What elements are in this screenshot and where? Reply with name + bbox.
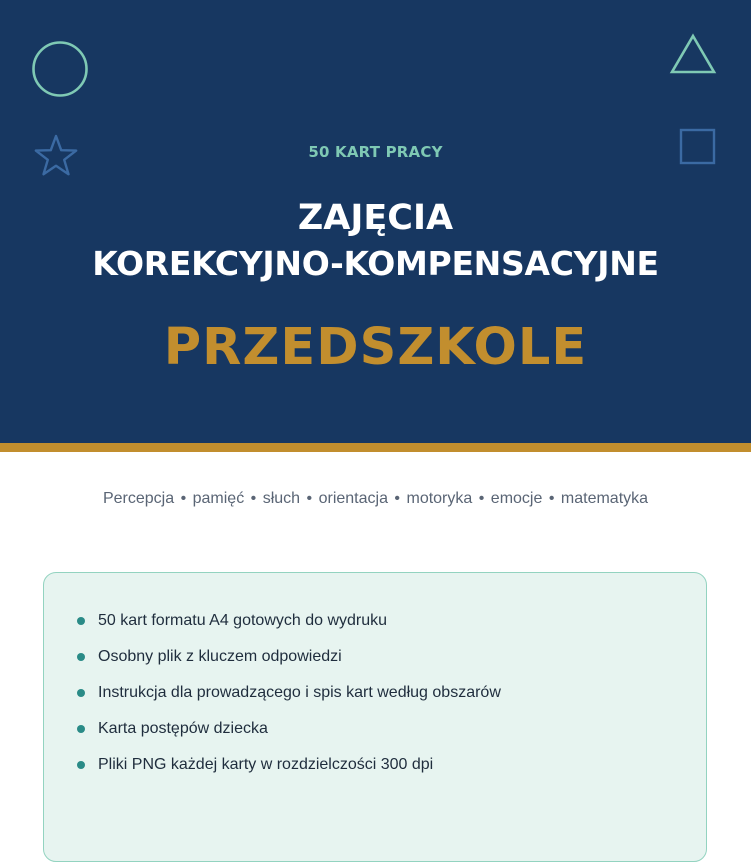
bullet-icon: [77, 761, 85, 769]
circle-icon: [31, 40, 89, 98]
bullet-icon: [77, 617, 85, 625]
feature-text: 50 kart formatu A4 gotowych do wydruku: [98, 612, 388, 629]
topic-separator: •: [548, 490, 555, 507]
title-line-2: KOREKCYJNO-KOMPENSACYJNE: [92, 244, 659, 283]
feature-text: Osobny plik z kluczem odpowiedzi: [98, 648, 342, 665]
eyebrow-label: 50 KART PRACY: [308, 143, 443, 161]
subtitle: PRZEDSZKOLE: [163, 318, 588, 377]
topic-item: orientacja: [318, 490, 388, 507]
list-item: [77, 647, 501, 683]
topic-item: emocje: [490, 490, 543, 507]
list-item: [77, 719, 501, 755]
topic-item: pamięć: [192, 490, 245, 507]
topic-separator: •: [478, 490, 485, 507]
feature-text: Pliki PNG każdej karty w rozdzielczości 300 dpi: [98, 756, 434, 773]
topic-item: słuch: [262, 490, 301, 507]
features-panel: [43, 572, 707, 862]
bullet-icon: [77, 653, 85, 661]
topics-line: [0, 490, 751, 508]
gold-divider: [0, 443, 751, 452]
list-item: [77, 755, 501, 791]
topic-item: motoryka: [406, 490, 473, 507]
bullet-icon: [77, 725, 85, 733]
topic-separator: •: [180, 490, 187, 507]
features-list: [77, 611, 501, 791]
topic-separator: •: [394, 490, 401, 507]
topic-separator: •: [250, 490, 257, 507]
topic-item: matematyka: [560, 490, 649, 507]
feature-text: Instrukcja dla prowadzącego i spis kart według obszarów: [98, 684, 501, 701]
topic-item: Percepcja: [102, 490, 175, 507]
list-item: [77, 683, 501, 719]
feature-text: Karta postępów dziecka: [98, 720, 268, 737]
bullet-icon: [77, 689, 85, 697]
list-item: [77, 611, 501, 647]
triangle-icon: [669, 33, 717, 75]
title-line-1: ZAJĘCIA: [297, 198, 454, 238]
topic-separator: •: [306, 490, 313, 507]
